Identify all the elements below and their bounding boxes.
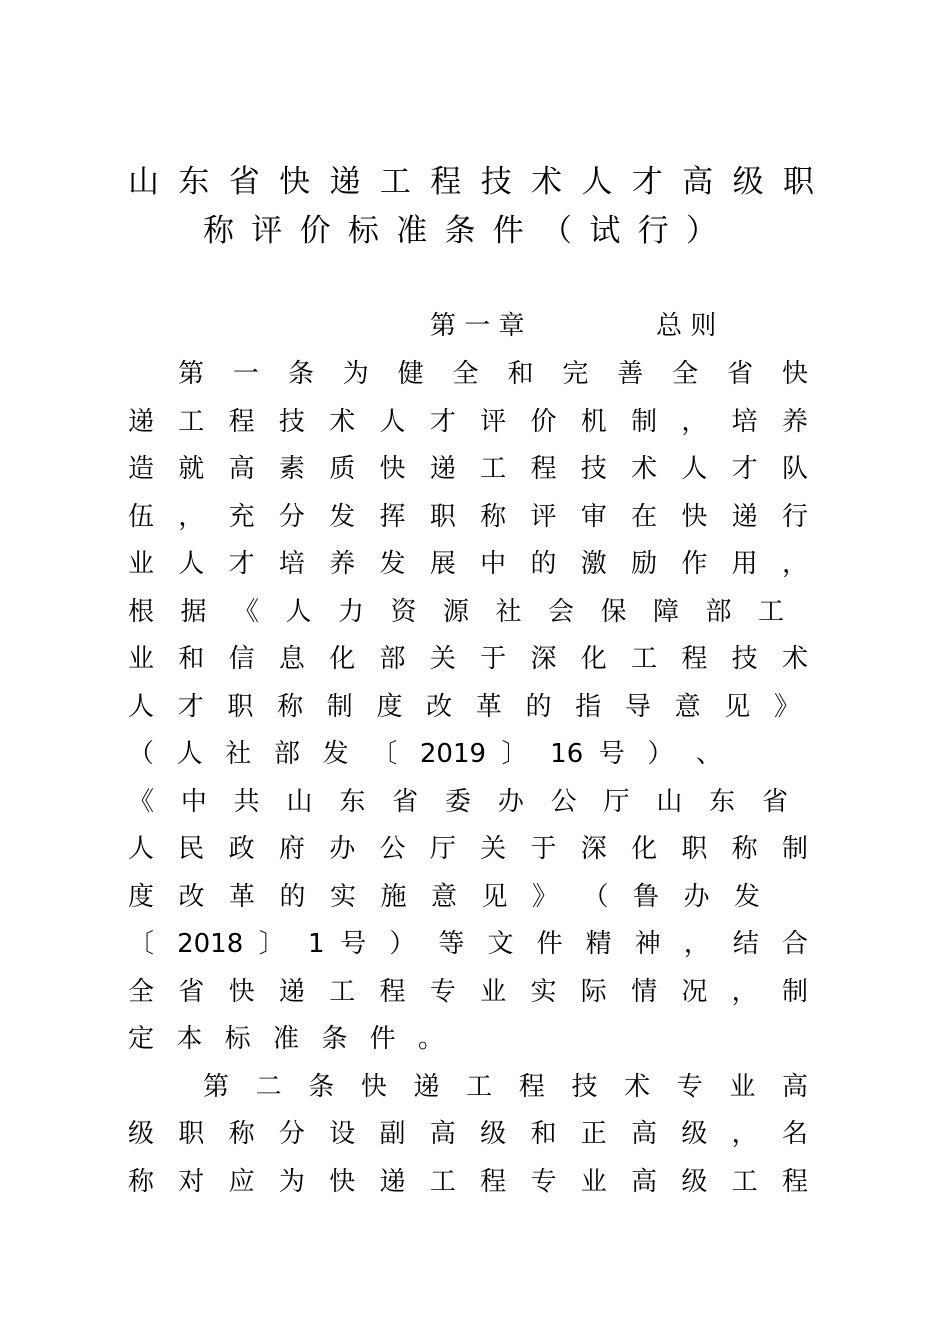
body-line: 人 民 政 府 办 公 厅 关 于 深 化 职 称 制 xyxy=(128,834,808,864)
body-line: 造 就 高 素 质 快 递 工 程 技 术 人 才 队 xyxy=(128,454,808,484)
body-line: 伍 ， 充 分 发 挥 职 称 评 审 在 快 递 行 xyxy=(128,502,808,532)
body-line: 《 中 共 山 东 省 委 办 公 厅 山 东 省 xyxy=(128,787,788,817)
chapter-name: 总 则 xyxy=(656,311,717,341)
chapter-label: 第 一 章 xyxy=(430,311,525,341)
body-line: 〔 2018 〕 1 号 ） 等 文 件 精 神 ， 结 合 xyxy=(128,929,808,959)
body-line: （ 人 社 部 发 〔 2019 〕 16 号 ） 、 xyxy=(128,739,722,769)
body-line: 第 一 条 为 健 全 和 完 善 全 省 快 xyxy=(178,359,808,389)
body-line: 度 改 革 的 实 施 意 见 》 （ 鲁 办 发 xyxy=(128,882,760,912)
body-line: 递 工 程 技 术 人 才 评 价 机 制 ， 培 养 xyxy=(128,407,808,437)
body-line: 人 才 职 称 制 度 改 革 的 指 导 意 见 》 xyxy=(128,692,800,722)
body-line: 根 据 《 人 力 资 源 社 会 保 障 部 工 xyxy=(128,597,784,627)
body-line: 业 人 才 培 养 发 展 中 的 激 励 作 用 ， xyxy=(128,549,808,579)
body-line: 定 本 标 准 条 件 。 xyxy=(128,1024,444,1054)
body-line: 业 和 信 息 化 部 关 于 深 化 工 程 技 术 xyxy=(128,644,808,674)
body-line: 第 二 条 快 递 工 程 技 术 专 业 高 xyxy=(203,1072,808,1102)
document-title-line-1: 山 东 省 快 递 工 程 技 术 人 才 高 级 职 xyxy=(128,164,814,200)
body-line: 全 省 快 递 工 程 专 业 实 际 情 况 ， 制 xyxy=(128,977,808,1007)
document-title-line-2: 称 评 价 标 准 条 件 （ 试 行 ） xyxy=(203,213,717,249)
body-line: 级 职 称 分 设 副 高 级 和 正 高 级 ， 名 xyxy=(128,1119,808,1149)
body-line: 称 对 应 为 快 递 工 程 专 业 高 级 工 程 xyxy=(128,1167,808,1197)
